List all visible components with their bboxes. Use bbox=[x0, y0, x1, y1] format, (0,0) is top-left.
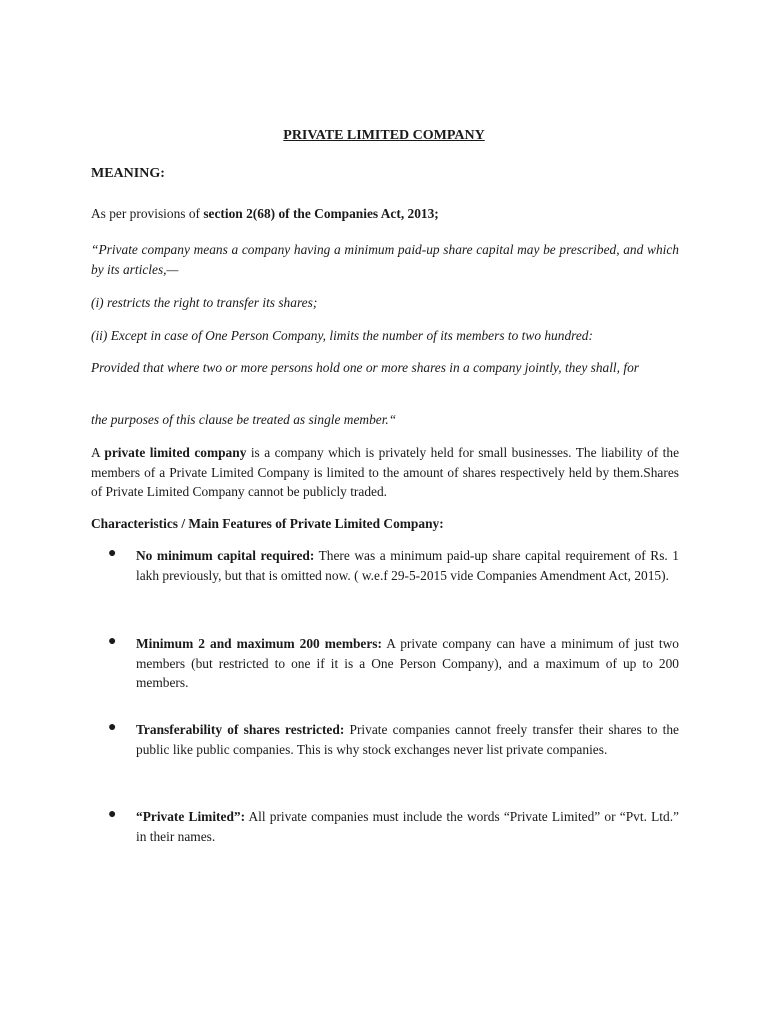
bullet-icon: ● bbox=[108, 634, 117, 649]
intro-prefix: A bbox=[91, 445, 105, 460]
provisions-paragraph bbox=[91, 204, 679, 224]
feature-text: All private companies must include the words “Private Limited” or “Pvt. Ltd.” in their names. bbox=[136, 809, 679, 844]
meaning-heading: MEANING: bbox=[91, 166, 165, 181]
quote-definition: “Private company means a company having a minimum paid-up share capital may be prescribed, and which by its articles,— bbox=[91, 242, 679, 277]
intro-rest: is a company which is privately held for small businesses. The liability of the members of a Private Limited Company is limited to the amount of shares respectively held by them.Shares of Private Limited Company cannot be publicly traded. bbox=[91, 445, 680, 499]
quote-proviso-end: the purposes of this clause be treated as single member.“ bbox=[91, 412, 397, 427]
feature-label: “Private Limited”: bbox=[136, 809, 246, 824]
intro-bold-term: private limited company bbox=[104, 445, 247, 460]
quote-proviso: Provided that where two or more persons hold one or more shares in a company jointly, they shall, for bbox=[91, 360, 639, 375]
intro-paragraph bbox=[91, 443, 679, 502]
bullet-icon: ● bbox=[108, 807, 117, 822]
characteristics-heading: Characteristics / Main Features of Private Limited Company: bbox=[91, 516, 444, 531]
feature-label: Minimum 2 and maximum 200 members: bbox=[136, 636, 382, 651]
feature-item bbox=[136, 807, 679, 846]
document-title bbox=[0, 128, 768, 144]
bullet-icon: ● bbox=[108, 720, 117, 735]
feature-item bbox=[136, 720, 679, 759]
feature-label: No minimum capital required: bbox=[136, 548, 315, 563]
bullet-icon: ● bbox=[108, 546, 117, 561]
feature-text: Private companies cannot freely transfer their shares to the public like public companies. This is why stock exchanges never list private companies. bbox=[136, 722, 679, 757]
quote-clause-ii: (ii) Except in case of One Person Company, limits the number of its members to two hundred: bbox=[91, 328, 593, 343]
feature-item bbox=[136, 634, 679, 693]
feature-label: Transferability of shares restricted: bbox=[136, 722, 345, 737]
feature-text: A private company can have a minimum of just two members (but restricted to one if it is a One Person Company), and a maximum of up to 200 members. bbox=[136, 636, 679, 690]
document-title-text: PRIVATE LIMITED COMPANY bbox=[283, 128, 485, 143]
provisions-prefix: As per provisions of bbox=[91, 206, 204, 221]
feature-text: There was a minimum paid-up share capital requirement of Rs. 1 lakh previously, but that is omitted now. ( w.e.f 29-5-2015 vide Companies Amendment Act, 2015). bbox=[136, 548, 679, 583]
provisions-section-ref: section 2(68) of the Companies Act, 2013; bbox=[203, 206, 439, 221]
feature-item bbox=[136, 546, 679, 585]
quote-clause-i: (i) restricts the right to transfer its shares; bbox=[91, 295, 318, 310]
